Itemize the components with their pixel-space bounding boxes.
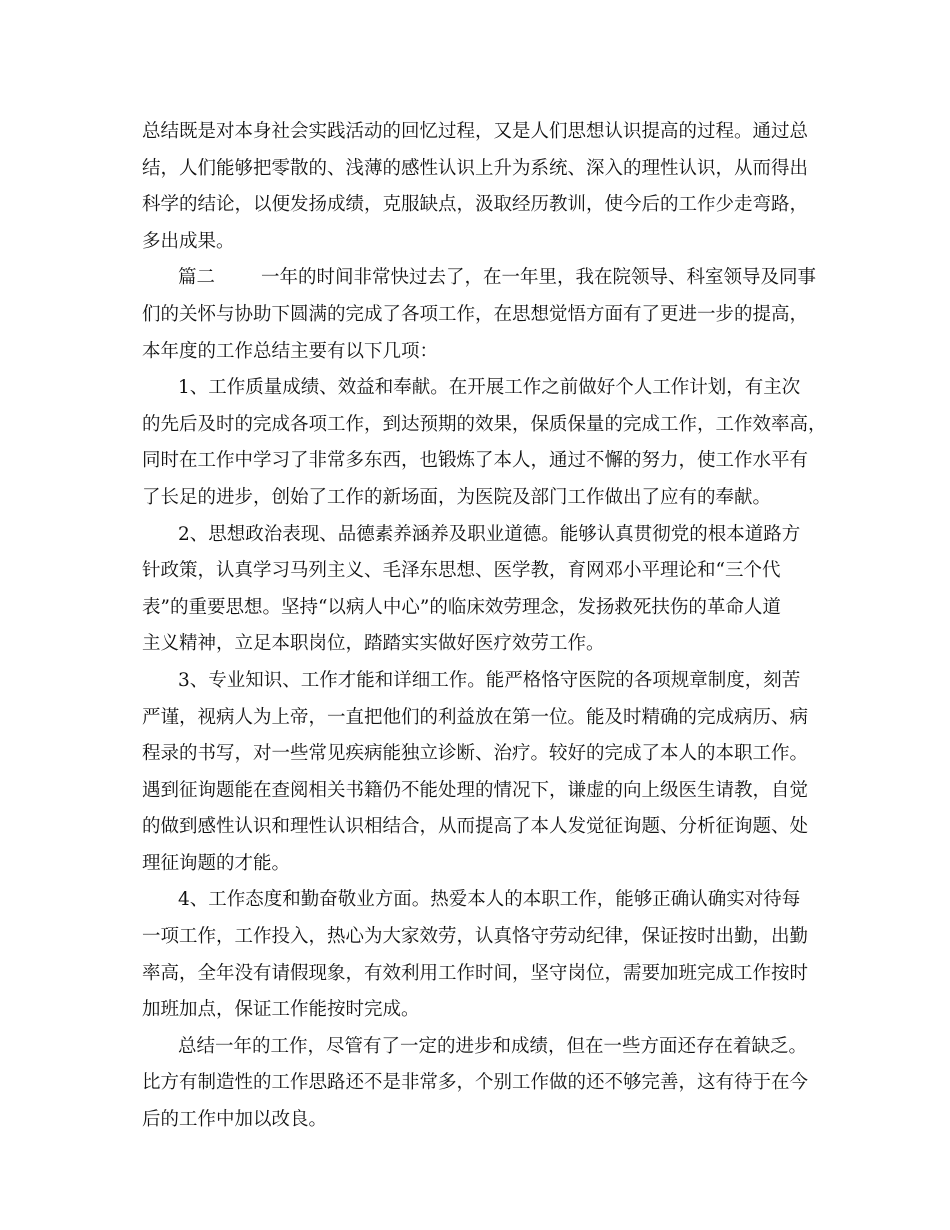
text-line: 总结既是对本身社会实践活动的回忆过程，又是人们思想认识提高的过程。通过总 bbox=[142, 121, 809, 142]
text-line: 严谨，视病人为上帝，一直把他们的利益放在第一位。能及时精确的完成病历、病 bbox=[142, 706, 809, 728]
text-line: 本年度的工作总结主要有以下几项： bbox=[142, 340, 439, 362]
text-line: 多出成果。 bbox=[142, 230, 235, 252]
text-line: 的做到感性认识和理性认识相结合，从而提高了本人发觉征询题、分析征询题、处 bbox=[142, 816, 809, 838]
item-four-paragraph bbox=[142, 882, 822, 1028]
text-line: 总结一年的工作，尽管有了一定的进步和成绩，但在一些方面还存在着缺乏。 bbox=[178, 1035, 808, 1057]
text-line: 同时在工作中学习了非常多东西，也锻炼了本人，通过不懈的努力，使工作水平有 bbox=[142, 450, 809, 472]
text-line: 率高，全年没有请假现象，有效利用工作时间，坚守岗位，需要加班完成工作按时 bbox=[142, 962, 809, 984]
section-first-line: 一年的时间非常快过去了，在一年里，我在院领导、科室领导及同事 bbox=[261, 267, 817, 289]
text-line: 比方有制造性的工作思路还不是非常多，个别工作做的还不够完善，这有待于在今 bbox=[142, 1072, 809, 1094]
text-line: 表”的重要思想。坚持“以病人中心”的临床效劳理念，发扬救死扶伤的革命人道 bbox=[142, 596, 781, 618]
text-line: 4、工作态度和勤奋敬业方面。热爱本人的本职工作，能够正确认确实对待每 bbox=[178, 889, 801, 911]
text-line: 2、思想政治表现、品德素养涵养及职业道德。能够认真贯彻党的根本道路方 bbox=[178, 523, 801, 545]
text-line: 1、工作质量成绩、效益和奉献。在开展工作之前做好个人工作计划，有主次 bbox=[178, 377, 801, 399]
item-one-paragraph bbox=[142, 370, 827, 516]
text-line: 理征询题的才能。 bbox=[142, 852, 291, 874]
text-line: 遇到征询题能在查阅相关书籍仍不能处理的情况下，谦虚的向上级医生请教，自觉 bbox=[142, 779, 809, 801]
section-label: 篇二 bbox=[178, 267, 216, 289]
text-line: 加班加点，保证工作能按时完成。 bbox=[142, 999, 420, 1021]
section-two-paragraph bbox=[142, 260, 822, 370]
document-body bbox=[142, 114, 827, 1139]
conclusion-paragraph bbox=[142, 1029, 822, 1139]
text-line: 一项工作，工作投入，热心为大家效劳，认真恪守劳动纪律，保证按时出勤，出勤 bbox=[142, 926, 809, 948]
text-line: 程录的书写，对一些常见疾病能独立诊断、治疗。较好的完成了本人的本职工作。 bbox=[142, 743, 809, 765]
text-line: 3、专业知识、工作才能和详细工作。能严格恪守医院的各项规章制度，刻苦 bbox=[178, 669, 801, 691]
item-two-paragraph bbox=[142, 517, 822, 663]
text-line: 主义精神，立足本职岗位，踏踏实实做好医疗效劳工作。 bbox=[142, 633, 605, 655]
text-line bbox=[142, 260, 822, 297]
text-line: 了长足的进步，创始了工作的新场面，为医院及部门工作做出了应有的奉献。 bbox=[142, 486, 772, 508]
text-line: 结，人们能够把零散的、浅薄的感性认识上升为系统、深入的理性认识，从而得出 bbox=[142, 157, 809, 179]
text-line: 针政策，认真学习马列主义、毛泽东思想、医学教，育网邓小平理论和“三个代 bbox=[142, 560, 781, 582]
text-line: 后的工作中加以改良。 bbox=[142, 1109, 328, 1131]
text-line: 的先后及时的完成各项工作，到达预期的效果，保质保量的完成工作，工作效率高， bbox=[142, 413, 827, 435]
text-line: 们的关怀与协助下圆满的完成了各项工作，在思想觉悟方面有了更进一步的提高， bbox=[142, 303, 809, 325]
item-three-paragraph bbox=[142, 663, 822, 883]
intro-paragraph bbox=[142, 114, 822, 260]
text-line: 科学的结论，以便发扬成绩，克服缺点，汲取经历教训，使今后的工作少走弯路， bbox=[142, 194, 809, 216]
